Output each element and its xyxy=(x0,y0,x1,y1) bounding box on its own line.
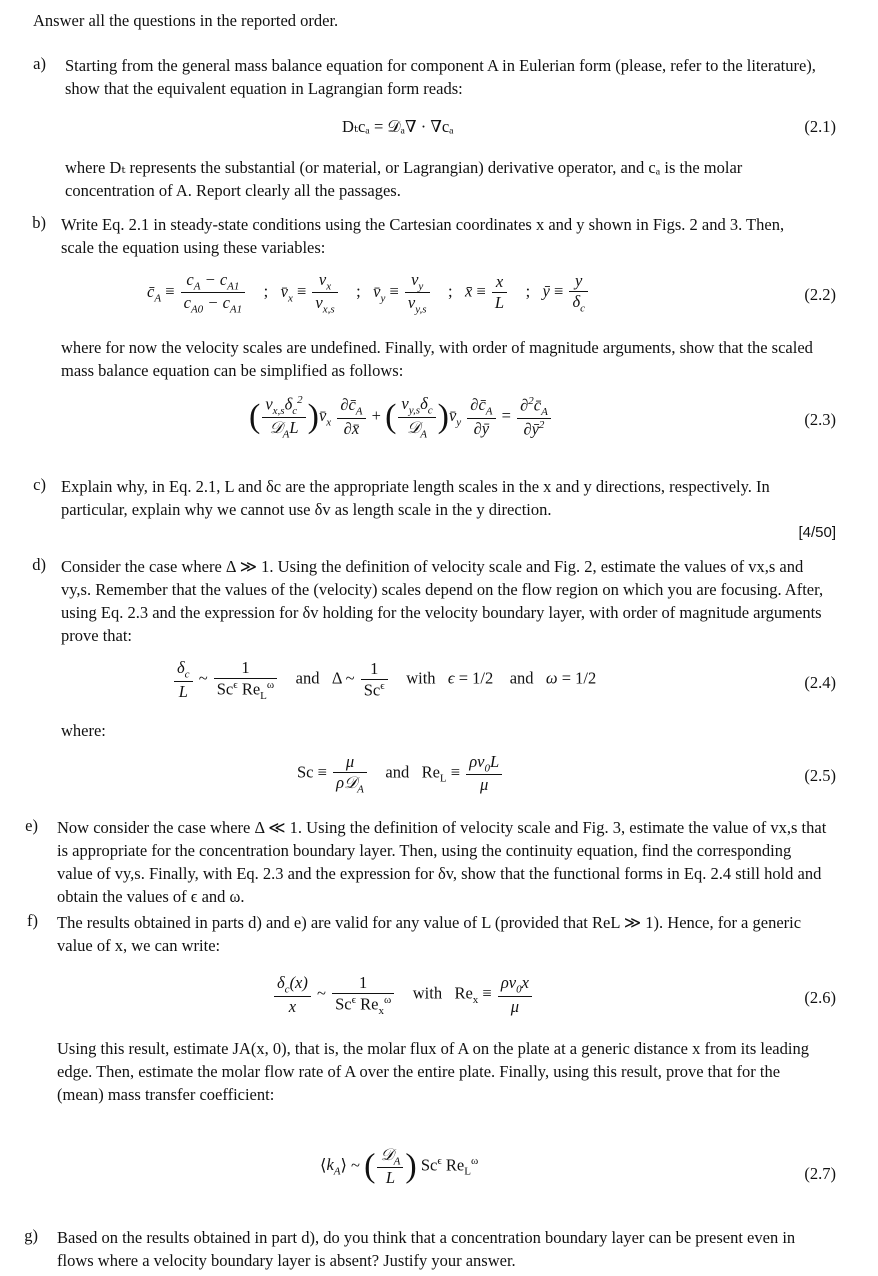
part-b-text: Write Eq. 2.1 in steady-state conditions using the Cartesian coordinates x and y shown in Figs. 2 and 3. Then, scale the equation using these variables: xyxy=(61,215,785,257)
part-a-label: a) xyxy=(33,54,46,73)
eq-2-4-number: (2.4) xyxy=(804,673,836,692)
part-d-text: Consider the case where Δ ≫ 1. Using the definition of velocity scale and Fig. 2, estimate the values of vx,s and vy,s. Remember that the values of the (velocity) scales depend on the flow region on which you are focusing. After, using Eq. 2.3 and the expression for δv holding for the velocity boundary layer, with order of magnitude arguments prove that: xyxy=(61,557,824,645)
eq-2-2: $c̄_A$ ≡ $\frac{c_A - c_{A1}}{c_{A0} - c_{A1}}$ ; $v̄_x$ ≡ $\frac{v_x}{v_{x,s}}$ ; $v̄_y$ ≡ $\frac{v_y}{v_{y,s}}$ ; x̄ ≡ $\frac{x}{L}$ ; ȳ ≡ $\frac{y}{\delta_c}$ xyxy=(147,270,590,316)
part-f-text: The results obtained in parts d) and e) are valid for any value of L (provided that ReL ≫ 1). Hence, for a generic value of x, we can write: xyxy=(57,913,802,955)
instructions: Answer all the questions in the reported order. xyxy=(33,11,339,30)
part-c-label: c) xyxy=(33,475,46,494)
eq-2-2-number: (2.2) xyxy=(804,285,836,304)
part-b-text-2: where for now the velocity scales are undefined. Finally, with order of magnitude arguments, show that the scaled mass balance equation can be simplified as follows: xyxy=(61,338,813,380)
eq-2-6-number: (2.6) xyxy=(804,988,836,1007)
eq-2-3-number: (2.3) xyxy=(804,410,836,429)
part-e-text: Now consider the case where Δ ≪ 1. Using the definition of velocity scale and Fig. 3, estimate the value of vx,s that is appropriate for the concentration boundary layer. Then, using the continuity equation, find the corresponding value of vy,s. Finally, with Eq. 2.3 and the expression for δv, show that the functional forms in Eq. 2.4 still hold and obtain the values of ϵ and ω. xyxy=(57,818,827,906)
where-label: where: xyxy=(61,721,106,740)
part-c-text: Explain why, in Eq. 2.1, L and δc are the appropriate length scales in the x and y directions, respectively. In particular, explain why we cannot use δv as length scale in the y direction. xyxy=(61,477,770,519)
eq-2-5-number: (2.5) xyxy=(804,766,836,785)
part-a-text: Starting from the general mass balance equation for component A in Eulerian form (please, refer to the literature), show that the equivalent equation in Lagrangian form reads: xyxy=(65,56,816,98)
part-g-text: Based on the results obtained in part d), do you think that a concentration boundary layer can be present even in flows where a velocity boundary layer is absent? Justify your answer. xyxy=(57,1228,796,1270)
eq-2-6: $\frac{\delta_c(x)}{x}$ ~ $\frac{1}{Sc^\epsilon Re_x^\omega}$ with $Re_x$ ≡ $\frac{\rho v_0x}{\mu}$ xyxy=(272,973,534,1017)
part-f-label: f) xyxy=(27,911,38,930)
part-e-label: e) xyxy=(25,816,38,835)
part-g-label: g) xyxy=(24,1226,38,1245)
eq-2-4: $\frac{\delta_c}{L}$ ~ $\frac{1}{Sc^\epsilon Re_L^\omega}$ and Δ ~ $\frac{1}{Sc^\epsilon}$ with ϵ = 1/2 and ω = 1/2 xyxy=(172,658,596,702)
eq-2-7: $⟨k_A⟩$ ~ ( $\frac{𝒟_A}{L}$ ) $Sc^\epsilon$ $Re_L^\omega$ xyxy=(320,1145,479,1188)
marks: [4/50] xyxy=(798,524,836,541)
part-a-text-2: where Dₜ represents the substantial (or material, or Lagrangian) derivative operator, and cₐ is the molar concentration of A. Report clearly all the passages. xyxy=(65,158,743,200)
eq-2-7-number: (2.7) xyxy=(804,1164,836,1183)
eq-2-3: ( $\frac{v_{x,s}\delta_c^2}{𝒟_AL}$ )$v̄_x$ $\frac{\partial c̄_A}{\partial x̄}$ + ( $\frac{v_{y,s}\delta_c}{𝒟_A}$ )$v̄_y$ $\frac{\partial c̄_A}{\partial ȳ}$ = $\frac{\partial^2c̄_A}{\partial ȳ^2}$ xyxy=(249,394,553,440)
eq-2-1-number: (2.1) xyxy=(804,117,836,136)
part-d-label: d) xyxy=(32,555,46,574)
eq-2-5: Sc ≡ $\frac{\mu}{\rho 𝒟_A}$ and $Re_L$ ≡ $\frac{\rho v_0L}{\mu}$ xyxy=(297,752,504,795)
part-f-text-2: Using this result, estimate JA(x, 0), that is, the molar flux of A on the plate at a generic distance x from its leading edge. Then, estimate the molar flow rate of A over the entire plate. Finally, using this result, prove that for the (mean) mass transfer coefficient: xyxy=(57,1039,809,1104)
eq-2-1: Dₜcₐ = 𝒟ₐ∇ · ∇cₐ xyxy=(342,117,454,136)
part-b-label: b) xyxy=(32,213,46,232)
